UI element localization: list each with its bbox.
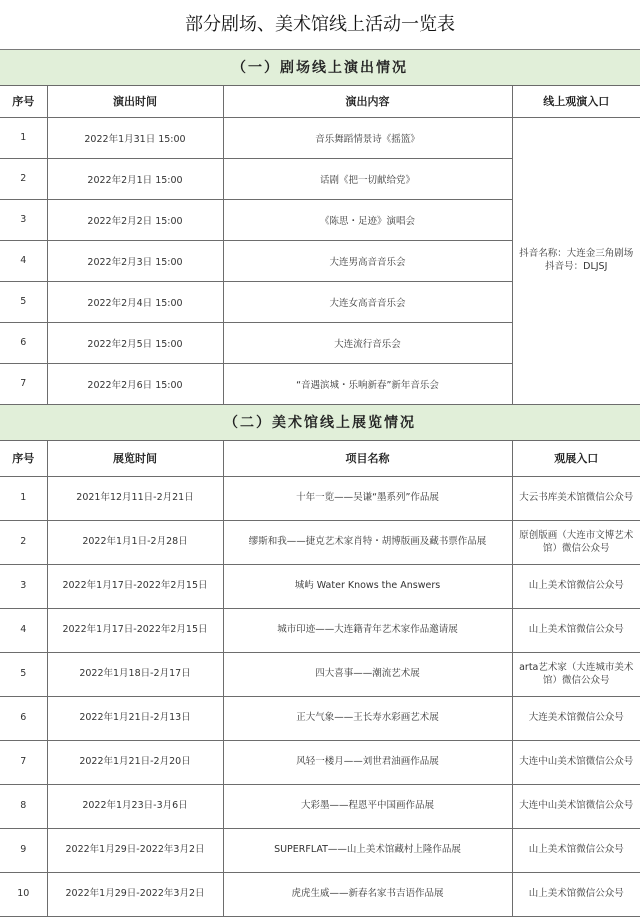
row-no: 7 bbox=[0, 363, 47, 404]
row-no: 5 bbox=[0, 281, 47, 322]
row-name: 城市印迹——大连籍青年艺术家作品邀请展 bbox=[223, 609, 512, 653]
row-time: 2022年2月1日 15:00 bbox=[47, 158, 223, 199]
row-no: 6 bbox=[0, 322, 47, 363]
table-row bbox=[0, 609, 640, 653]
entry-douyin-id: 抖音号：DLJSJ bbox=[516, 261, 638, 274]
row-time: 2022年2月6日 15:00 bbox=[47, 363, 223, 404]
row-time: 2022年1月17日-2022年2月15日 bbox=[47, 609, 223, 653]
col-header-entry: 线上观演入口 bbox=[512, 86, 640, 117]
table-row bbox=[0, 653, 640, 697]
row-time: 2022年1月18日-2月17日 bbox=[47, 653, 223, 697]
row-content: 大连男高音音乐会 bbox=[223, 240, 512, 281]
row-content: “音遇滨城・乐响新春”新年音乐会 bbox=[223, 363, 512, 404]
col-header-content: 演出内容 bbox=[223, 86, 512, 117]
table-row bbox=[0, 117, 640, 158]
row-name: 四大喜事——潮流艺术展 bbox=[223, 653, 512, 697]
row-content: 大连女高音音乐会 bbox=[223, 281, 512, 322]
row-entry: arta艺术家（大连城市美术馆）微信公众号 bbox=[512, 653, 640, 697]
row-no: 9 bbox=[0, 829, 47, 873]
row-no: 3 bbox=[0, 199, 47, 240]
row-time: 2021年12月11日-2月21日 bbox=[47, 477, 223, 521]
row-time: 2022年1月1日-2月28日 bbox=[47, 521, 223, 565]
table-row bbox=[0, 521, 640, 565]
row-entry: 大连美术馆微信公众号 bbox=[512, 697, 640, 741]
table-row bbox=[0, 477, 640, 521]
row-no: 1 bbox=[0, 477, 47, 521]
table-row bbox=[0, 565, 640, 609]
row-name: 十年一览——吴谦“墨系列”作品展 bbox=[223, 477, 512, 521]
theater-section-title: （一）剧场线上演出情况 bbox=[0, 50, 640, 86]
col-header-name: 项目名称 bbox=[223, 441, 512, 477]
row-name: 缪斯和我——捷克艺术家肖特・胡博版画及藏书票作品展 bbox=[223, 521, 512, 565]
table-row bbox=[0, 697, 640, 741]
row-content: 大连流行音乐会 bbox=[223, 322, 512, 363]
row-no: 2 bbox=[0, 158, 47, 199]
row-name: 城屿 Water Knows the Answers bbox=[223, 565, 512, 609]
row-time: 2022年1月29日-2022年3月2日 bbox=[47, 829, 223, 873]
row-time: 2022年2月5日 15:00 bbox=[47, 322, 223, 363]
museum-header-row bbox=[0, 441, 640, 477]
row-content: 话剧《把一切献给党》 bbox=[223, 158, 512, 199]
row-no: 10 bbox=[0, 873, 47, 917]
row-time: 2022年1月29日-2022年3月2日 bbox=[47, 873, 223, 917]
page-title: 部分剧场、美术馆线上活动一览表 bbox=[0, 0, 640, 50]
row-name: SUPERFLAT——山上美术馆藏村上隆作品展 bbox=[223, 829, 512, 873]
table-row bbox=[0, 785, 640, 829]
row-content: 音乐舞蹈情景诗《摇篮》 bbox=[223, 117, 512, 158]
row-entry: 大连中山美术馆微信公众号 bbox=[512, 785, 640, 829]
row-time: 2022年1月21日-2月13日 bbox=[47, 697, 223, 741]
row-entry: 山上美术馆微信公众号 bbox=[512, 829, 640, 873]
col-header-no: 序号 bbox=[0, 86, 47, 117]
row-name: 虎虎生威——新春名家书吉语作品展 bbox=[223, 873, 512, 917]
row-no: 6 bbox=[0, 697, 47, 741]
row-entry: 山上美术馆微信公众号 bbox=[512, 609, 640, 653]
row-entry: 山上美术馆微信公众号 bbox=[512, 873, 640, 917]
table-row bbox=[0, 829, 640, 873]
row-no: 7 bbox=[0, 741, 47, 785]
row-no: 5 bbox=[0, 653, 47, 697]
col-header-no: 序号 bbox=[0, 441, 47, 477]
entry-douyin-name: 抖音名称：大连金三角剧场 bbox=[516, 248, 638, 261]
online-entry-cell bbox=[512, 117, 640, 404]
museum-section-title: （二）美术馆线上展览情况 bbox=[0, 405, 640, 441]
museum-table bbox=[0, 441, 640, 917]
theater-header-row bbox=[0, 86, 640, 117]
row-time: 2022年1月23日-3月6日 bbox=[47, 785, 223, 829]
row-entry: 大云书库美术馆微信公众号 bbox=[512, 477, 640, 521]
theater-table bbox=[0, 86, 640, 405]
row-no: 3 bbox=[0, 565, 47, 609]
row-time: 2022年1月21日-2月20日 bbox=[47, 741, 223, 785]
row-entry: 原创版画（大连市文博艺术馆）微信公众号 bbox=[512, 521, 640, 565]
row-no: 8 bbox=[0, 785, 47, 829]
col-header-time: 展览时间 bbox=[47, 441, 223, 477]
row-no: 4 bbox=[0, 609, 47, 653]
row-time: 2022年1月31日 15:00 bbox=[47, 117, 223, 158]
table-row bbox=[0, 741, 640, 785]
row-time: 2022年2月3日 15:00 bbox=[47, 240, 223, 281]
row-name: 风轻一楼月——刘世君油画作品展 bbox=[223, 741, 512, 785]
row-name: 正大气象——王长寿水彩画艺术展 bbox=[223, 697, 512, 741]
col-header-time: 演出时间 bbox=[47, 86, 223, 117]
row-no: 1 bbox=[0, 117, 47, 158]
row-no: 4 bbox=[0, 240, 47, 281]
row-entry: 山上美术馆微信公众号 bbox=[512, 565, 640, 609]
row-name: 大彩墨——程恩平中国画作品展 bbox=[223, 785, 512, 829]
row-entry: 大连中山美术馆微信公众号 bbox=[512, 741, 640, 785]
table-row bbox=[0, 873, 640, 917]
row-content: 《陈思・足迹》演唱会 bbox=[223, 199, 512, 240]
row-time: 2022年1月17日-2022年2月15日 bbox=[47, 565, 223, 609]
col-header-entry: 观展入口 bbox=[512, 441, 640, 477]
row-time: 2022年2月2日 15:00 bbox=[47, 199, 223, 240]
row-no: 2 bbox=[0, 521, 47, 565]
row-time: 2022年2月4日 15:00 bbox=[47, 281, 223, 322]
